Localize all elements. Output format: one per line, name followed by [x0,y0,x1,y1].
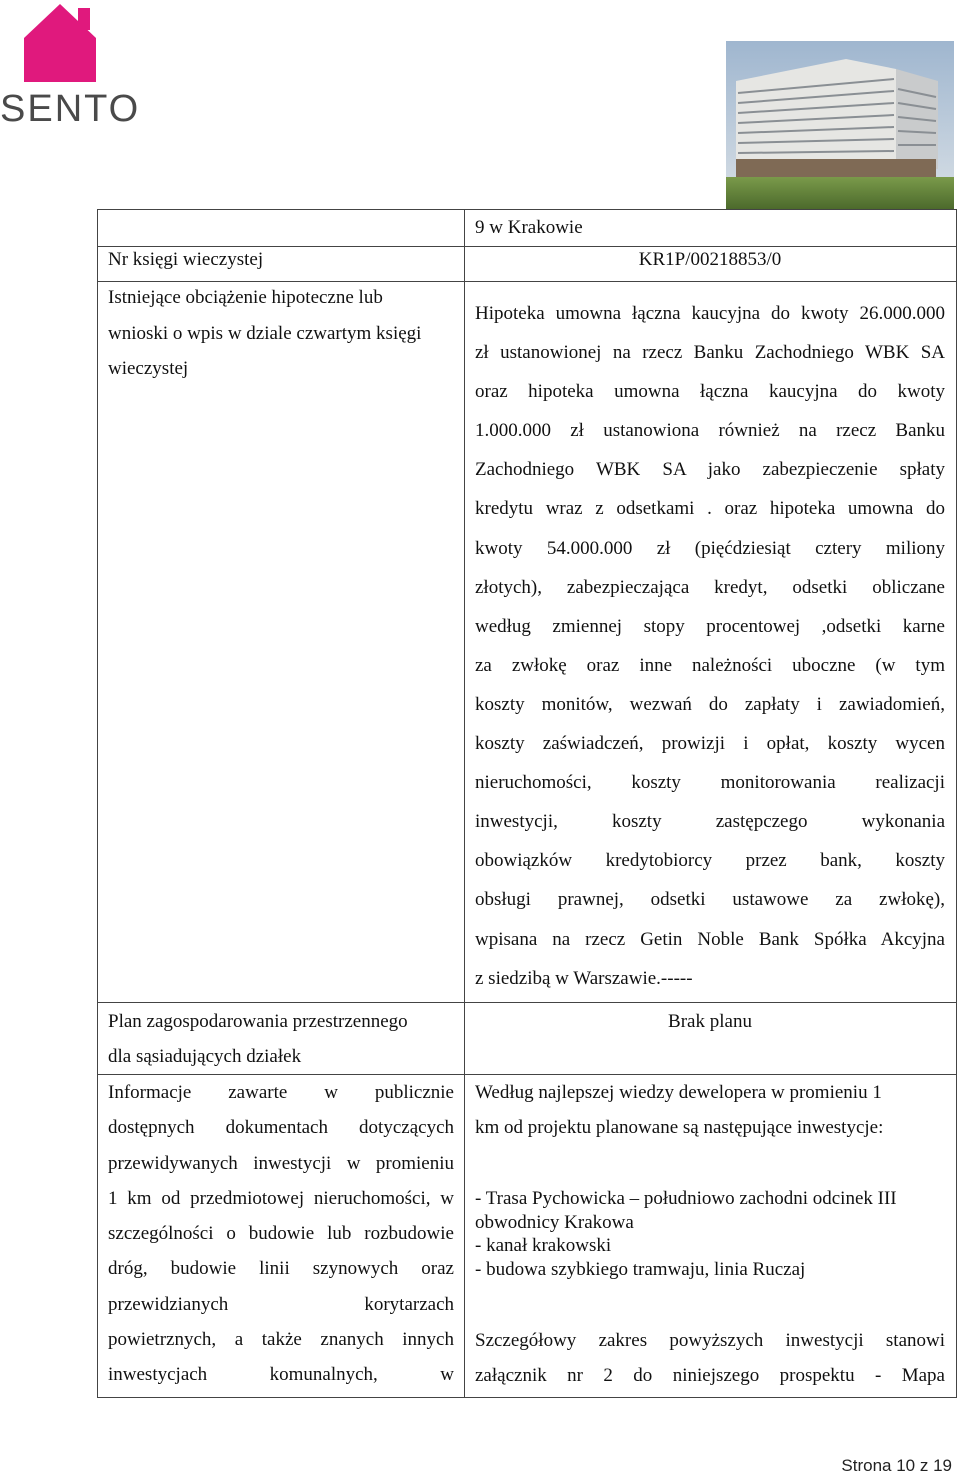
mortgage-label: Istniejące obciążenie hipoteczne lub wnioski o wpis w dziale czwartym księgi wieczystej [108,287,422,379]
mortgage-description: Hipoteka umowna łączna kaucyjna do kwoty 26.000.000 zł ustanowionej na rzecz Banku Zachodniego WBK SA oraz hipoteka umowna łączna kaucyjna do kwoty 1.000.000 zł ustanowiona również na rzecz Banku Zachodniego WBK SA jako zabezpieczenie spłaty kredytu wraz z odsetkami . oraz hipoteka umowna do kwoty 54.000.000 zł (pięćdziesiąt cztery miliony złotych), zabezpieczająca kredyt, odsetki obliczane według zmiennej stopy procentowej ,odsetki karne za zwłokę oraz inne należności uboczne (w tym koszty monitów, wezwań do zapłaty i zawiadomień, koszty zaświadczeń, prowizji i opłat, koszty wycen nieruchomości, koszty monitorowania realizacji inwestycji, koszty zastępczego wykonania obowiązków kredytobiorcy przez bank, koszty obsługi prawnej, odsetki ustawowe za zwłokę), wpisana na rzecz Getin Noble Bank Spółka Akcyjna z siedzibą w Warszawie.----- [475,303,945,989]
land-register-number: KR1P/00218853/0 [638,249,782,270]
zoning-plan-label: Plan zagospodarowania przestrzennego dla sąsiadujących działek [108,1011,408,1067]
zoning-plan-value: Brak planu [668,1011,752,1032]
list-item: - kanał krakowski [475,1235,612,1256]
page-number: Strona 10 z 19 [841,1456,952,1475]
investments-list [475,1187,945,1281]
investments-outro: Szczegółowy zakres powyższych inwestycji stanowi załącznik nr 2 do niniejszego prospektu - Mapa [475,1330,945,1387]
building-photo [726,41,954,209]
list-item: - Trasa Pychowicka – południowo zachodni odcinek III [475,1188,897,1209]
logo-text: SENTO [0,88,141,130]
list-item: obwodnicy Krakowa [475,1211,634,1233]
property-info-table [97,209,957,1398]
list-item: - budowa szybkiego tramwaju, linia Ruczaj [475,1258,806,1280]
investments-label: Informacje zawarte w publicznie dostępnych dokumentach dotyczących przewidywanych inwestycji w promieniu 1 km od przedmiotowej nieruchomości, w szczególności o budowie lub rozbudowie dróg, budowie linii szynowych oraz przewidzianych korytarzach powietrznych, a także znanych innych inwestycjach komunalnych, w [108,1082,454,1386]
house-logo-icon [22,2,98,82]
location-continuation: 9 w Krakowie [475,217,583,238]
sento-logo [0,2,141,130]
investments-intro: Według najlepszej wiedzy dewelopera w promieniu 1 km od projektu planowane są następujące inwestycje: [475,1082,884,1139]
land-register-label: Nr księgi wieczystej [108,249,264,270]
